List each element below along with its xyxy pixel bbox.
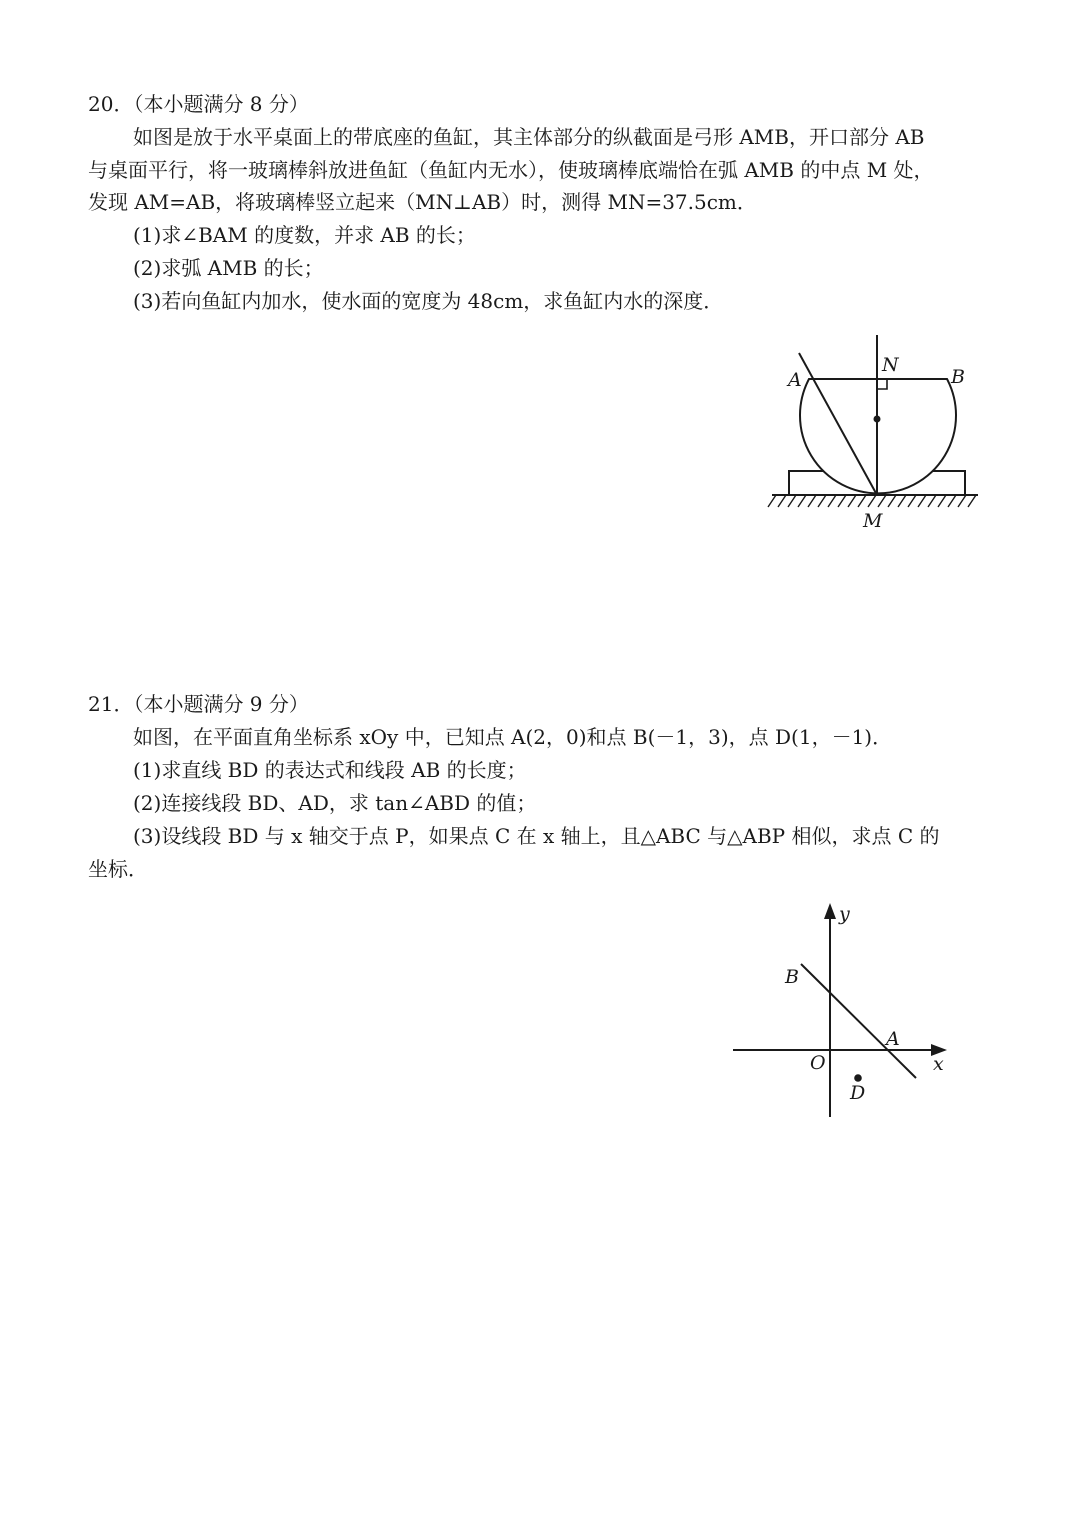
- q21-text-line-1: 如图，在平面直角坐标系 xOy 中，已知点 A(2，0)和点 B(－1，3)，点 D(1，－1)．: [133, 725, 893, 749]
- label-m: M: [863, 510, 883, 532]
- label-o: O: [810, 1052, 826, 1074]
- q20-part-2: (2)求弧 AMB 的长；: [133, 256, 324, 280]
- ground-hatching: [768, 495, 976, 507]
- q20-text-line-2: 与桌面平行，将一玻璃棒斜放进鱼缸（鱼缸内无水），使玻璃棒底端恰在弧 AMB 的中点 M 处，: [88, 158, 934, 182]
- q20-part-3: (3)若向鱼缸内加水，使水面的宽度为 48cm，求鱼缸内水的深度．: [133, 289, 724, 313]
- label-b: B: [951, 366, 965, 388]
- q21-coordinate-figure: [725, 895, 955, 1125]
- q21-part-1: (1)求直线 BD 的表达式和线段 AB 的长度；: [133, 758, 527, 782]
- q20-heading: [88, 92, 309, 116]
- q20-number: 20．: [88, 92, 134, 116]
- q21-number: 21．: [88, 692, 134, 716]
- label-n: N: [882, 354, 899, 376]
- point-d: [854, 1074, 862, 1082]
- q21-tail: 坐标．: [88, 857, 148, 881]
- q21-score: （本小题满分 9 分）: [133, 692, 309, 716]
- q20-text-line-3: 发现 AM=AB，将玻璃棒竖立起来（MN⊥AB）时，测得 MN=37.5cm．: [88, 190, 757, 214]
- q20-fishtank-figure: [760, 325, 990, 540]
- q21-part-2: (2)连接线段 BD、AD，求 tan∠ABD 的值；: [133, 791, 537, 815]
- label-a: A: [788, 369, 802, 391]
- q20-text-line-1: 如图是放于水平桌面上的带底座的鱼缸，其主体部分的纵截面是弓形 AMB，开口部分 AB: [133, 125, 925, 149]
- q21-heading: [88, 692, 309, 716]
- label-b: B: [785, 966, 799, 988]
- label-y: y: [839, 903, 850, 925]
- label-d: D: [850, 1082, 866, 1104]
- y-axis-arrow: [824, 903, 836, 919]
- label-x: x: [933, 1053, 944, 1075]
- q20-score: （本小题满分 8 分）: [133, 92, 309, 116]
- q21-part-3: (3)设线段 BD 与 x 轴交于点 P，如果点 C 在 x 轴上，且△ABC 与△ABP 相似，求点 C 的: [133, 824, 940, 848]
- label-a: A: [886, 1028, 900, 1050]
- center-dot: [874, 416, 881, 423]
- q20-part-1: (1)求∠BAM 的度数，并求 AB 的长；: [133, 223, 476, 247]
